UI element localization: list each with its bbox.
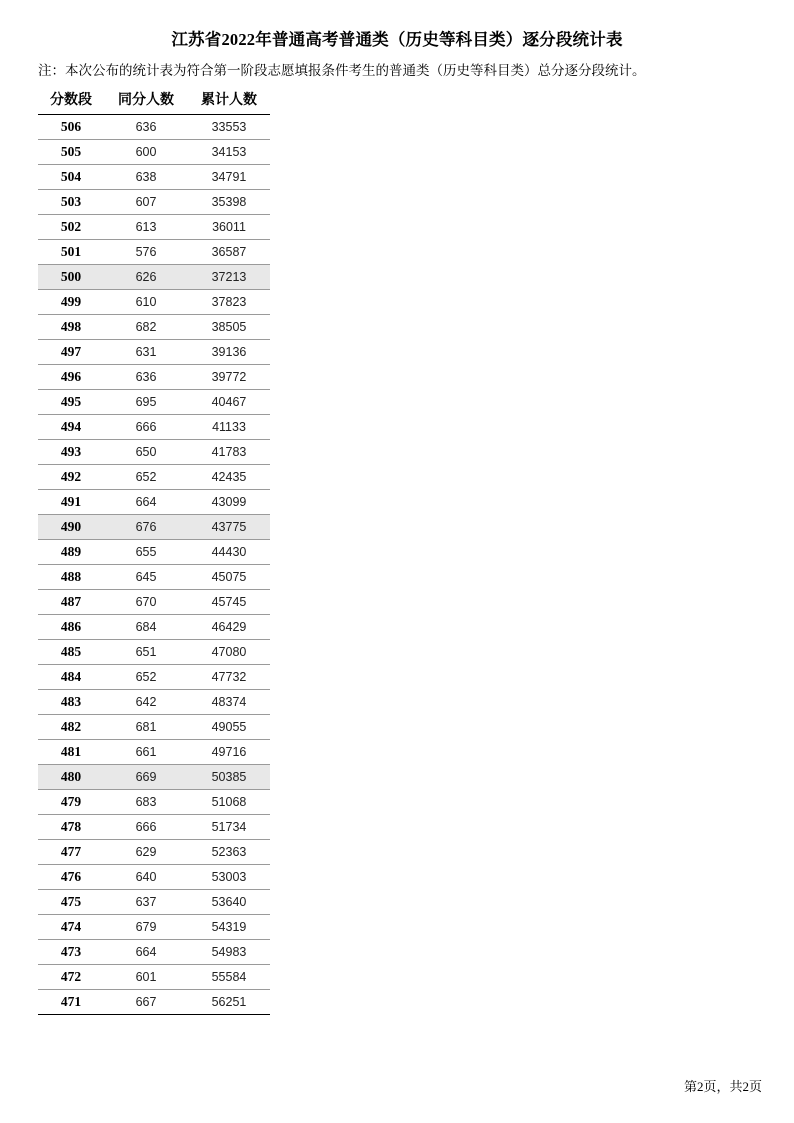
cell-same-count: 676 [104, 515, 188, 540]
cell-segment: 492 [38, 465, 104, 490]
cell-segment: 471 [38, 990, 104, 1015]
score-table-container [38, 84, 270, 1015]
table-row [38, 440, 270, 465]
cell-segment: 496 [38, 365, 104, 390]
cell-cumulative-count: 47732 [188, 665, 270, 690]
cell-cumulative-count: 36587 [188, 240, 270, 265]
cell-segment: 479 [38, 790, 104, 815]
table-row [38, 965, 270, 990]
cell-same-count: 652 [104, 665, 188, 690]
cell-same-count: 655 [104, 540, 188, 565]
cell-cumulative-count: 34791 [188, 165, 270, 190]
table-row [38, 165, 270, 190]
table-row [38, 540, 270, 565]
cell-cumulative-count: 54983 [188, 940, 270, 965]
cell-cumulative-count: 46429 [188, 615, 270, 640]
cell-cumulative-count: 56251 [188, 990, 270, 1015]
cell-cumulative-count: 39772 [188, 365, 270, 390]
cell-cumulative-count: 50385 [188, 765, 270, 790]
cell-segment: 477 [38, 840, 104, 865]
table-row [38, 365, 270, 390]
cell-cumulative-count: 42435 [188, 465, 270, 490]
cell-cumulative-count: 49055 [188, 715, 270, 740]
table-row [38, 990, 270, 1015]
cell-segment: 484 [38, 665, 104, 690]
cell-cumulative-count: 43775 [188, 515, 270, 540]
table-row [38, 815, 270, 840]
cell-segment: 472 [38, 965, 104, 990]
cell-same-count: 695 [104, 390, 188, 415]
cell-same-count: 664 [104, 940, 188, 965]
cell-same-count: 626 [104, 265, 188, 290]
cell-same-count: 666 [104, 815, 188, 840]
table-row [38, 240, 270, 265]
cell-segment: 494 [38, 415, 104, 440]
cell-cumulative-count: 41783 [188, 440, 270, 465]
table-row [38, 265, 270, 290]
cell-segment: 483 [38, 690, 104, 715]
cell-cumulative-count: 36011 [188, 215, 270, 240]
cell-same-count: 664 [104, 490, 188, 515]
cell-same-count: 629 [104, 840, 188, 865]
table-row [38, 290, 270, 315]
cell-segment: 473 [38, 940, 104, 965]
cell-cumulative-count: 47080 [188, 640, 270, 665]
cell-cumulative-count: 52363 [188, 840, 270, 865]
cell-same-count: 666 [104, 415, 188, 440]
table-row [38, 715, 270, 740]
cell-same-count: 638 [104, 165, 188, 190]
cell-same-count: 650 [104, 440, 188, 465]
cell-same-count: 669 [104, 765, 188, 790]
cell-segment: 482 [38, 715, 104, 740]
cell-cumulative-count: 41133 [188, 415, 270, 440]
cell-segment: 480 [38, 765, 104, 790]
cell-cumulative-count: 39136 [188, 340, 270, 365]
cell-segment: 476 [38, 865, 104, 890]
table-header [38, 84, 270, 115]
cell-segment: 491 [38, 490, 104, 515]
table-row [38, 190, 270, 215]
cell-segment: 490 [38, 515, 104, 540]
table-row [38, 640, 270, 665]
cell-segment: 493 [38, 440, 104, 465]
cell-segment: 474 [38, 915, 104, 940]
table-row [38, 915, 270, 940]
cell-segment: 481 [38, 740, 104, 765]
cell-cumulative-count: 53003 [188, 865, 270, 890]
cell-segment: 497 [38, 340, 104, 365]
table-row [38, 340, 270, 365]
cell-cumulative-count: 53640 [188, 890, 270, 915]
table-row [38, 740, 270, 765]
table-row [38, 590, 270, 615]
cell-same-count: 684 [104, 615, 188, 640]
cell-segment: 498 [38, 315, 104, 340]
cell-cumulative-count: 45075 [188, 565, 270, 590]
table-row [38, 790, 270, 815]
cell-segment: 502 [38, 215, 104, 240]
cell-cumulative-count: 33553 [188, 115, 270, 140]
table-row [38, 315, 270, 340]
cell-cumulative-count: 44430 [188, 540, 270, 565]
table-row [38, 390, 270, 415]
table-row [38, 215, 270, 240]
cell-same-count: 631 [104, 340, 188, 365]
table-row [38, 515, 270, 540]
cell-cumulative-count: 37213 [188, 265, 270, 290]
cell-same-count: 610 [104, 290, 188, 315]
cell-same-count: 652 [104, 465, 188, 490]
cell-segment: 475 [38, 890, 104, 915]
table-row [38, 490, 270, 515]
cell-same-count: 640 [104, 865, 188, 890]
table-row [38, 890, 270, 915]
cell-same-count: 667 [104, 990, 188, 1015]
cell-segment: 503 [38, 190, 104, 215]
cell-segment: 506 [38, 115, 104, 140]
cell-same-count: 576 [104, 240, 188, 265]
cell-cumulative-count: 48374 [188, 690, 270, 715]
table-row [38, 840, 270, 865]
cell-segment: 499 [38, 290, 104, 315]
cell-same-count: 682 [104, 315, 188, 340]
cell-same-count: 636 [104, 365, 188, 390]
table-row [38, 765, 270, 790]
cell-cumulative-count: 55584 [188, 965, 270, 990]
cell-segment: 495 [38, 390, 104, 415]
cell-same-count: 651 [104, 640, 188, 665]
table-row [38, 940, 270, 965]
cell-same-count: 636 [104, 115, 188, 140]
column-header-segment: 分数段 [38, 84, 104, 115]
cell-same-count: 645 [104, 565, 188, 590]
cell-segment: 501 [38, 240, 104, 265]
table-row [38, 115, 270, 140]
cell-same-count: 661 [104, 740, 188, 765]
cell-segment: 485 [38, 640, 104, 665]
cell-same-count: 670 [104, 590, 188, 615]
table-row [38, 565, 270, 590]
page-footer: 第2页，共2页 [683, 1079, 762, 1094]
table-row [38, 615, 270, 640]
cell-cumulative-count: 38505 [188, 315, 270, 340]
cell-cumulative-count: 37823 [188, 290, 270, 315]
cell-same-count: 601 [104, 965, 188, 990]
cell-segment: 505 [38, 140, 104, 165]
cell-cumulative-count: 54319 [188, 915, 270, 940]
column-header-same-count: 同分人数 [104, 84, 188, 115]
cell-same-count: 613 [104, 215, 188, 240]
cell-same-count: 642 [104, 690, 188, 715]
table-row [38, 465, 270, 490]
cell-cumulative-count: 49716 [188, 740, 270, 765]
cell-cumulative-count: 51068 [188, 790, 270, 815]
cell-cumulative-count: 43099 [188, 490, 270, 515]
table-row [38, 865, 270, 890]
page-title: 江苏省2022年普通高考普通类（历史等科目类）逐分段统计表 [171, 30, 623, 49]
cell-cumulative-count: 40467 [188, 390, 270, 415]
cell-cumulative-count: 45745 [188, 590, 270, 615]
cell-cumulative-count: 34153 [188, 140, 270, 165]
table-row [38, 690, 270, 715]
cell-segment: 487 [38, 590, 104, 615]
cell-cumulative-count: 35398 [188, 190, 270, 215]
table-row [38, 140, 270, 165]
table-row [38, 415, 270, 440]
cell-segment: 488 [38, 565, 104, 590]
cell-same-count: 679 [104, 915, 188, 940]
document-note: 注：本次公布的统计表为符合第一阶段志愿填报条件考生的普通类（历史等科目类）总分逐分段统计。 [38, 63, 646, 78]
cell-same-count: 600 [104, 140, 188, 165]
cell-segment: 489 [38, 540, 104, 565]
cell-same-count: 681 [104, 715, 188, 740]
cell-segment: 486 [38, 615, 104, 640]
cell-cumulative-count: 51734 [188, 815, 270, 840]
cell-segment: 478 [38, 815, 104, 840]
cell-same-count: 683 [104, 790, 188, 815]
table-header-row [38, 84, 270, 115]
column-header-cumulative-count: 累计人数 [188, 84, 270, 115]
cell-segment: 504 [38, 165, 104, 190]
cell-segment: 500 [38, 265, 104, 290]
score-distribution-table [38, 84, 270, 1015]
table-row [38, 665, 270, 690]
table-body [38, 115, 270, 1015]
cell-same-count: 637 [104, 890, 188, 915]
cell-same-count: 607 [104, 190, 188, 215]
